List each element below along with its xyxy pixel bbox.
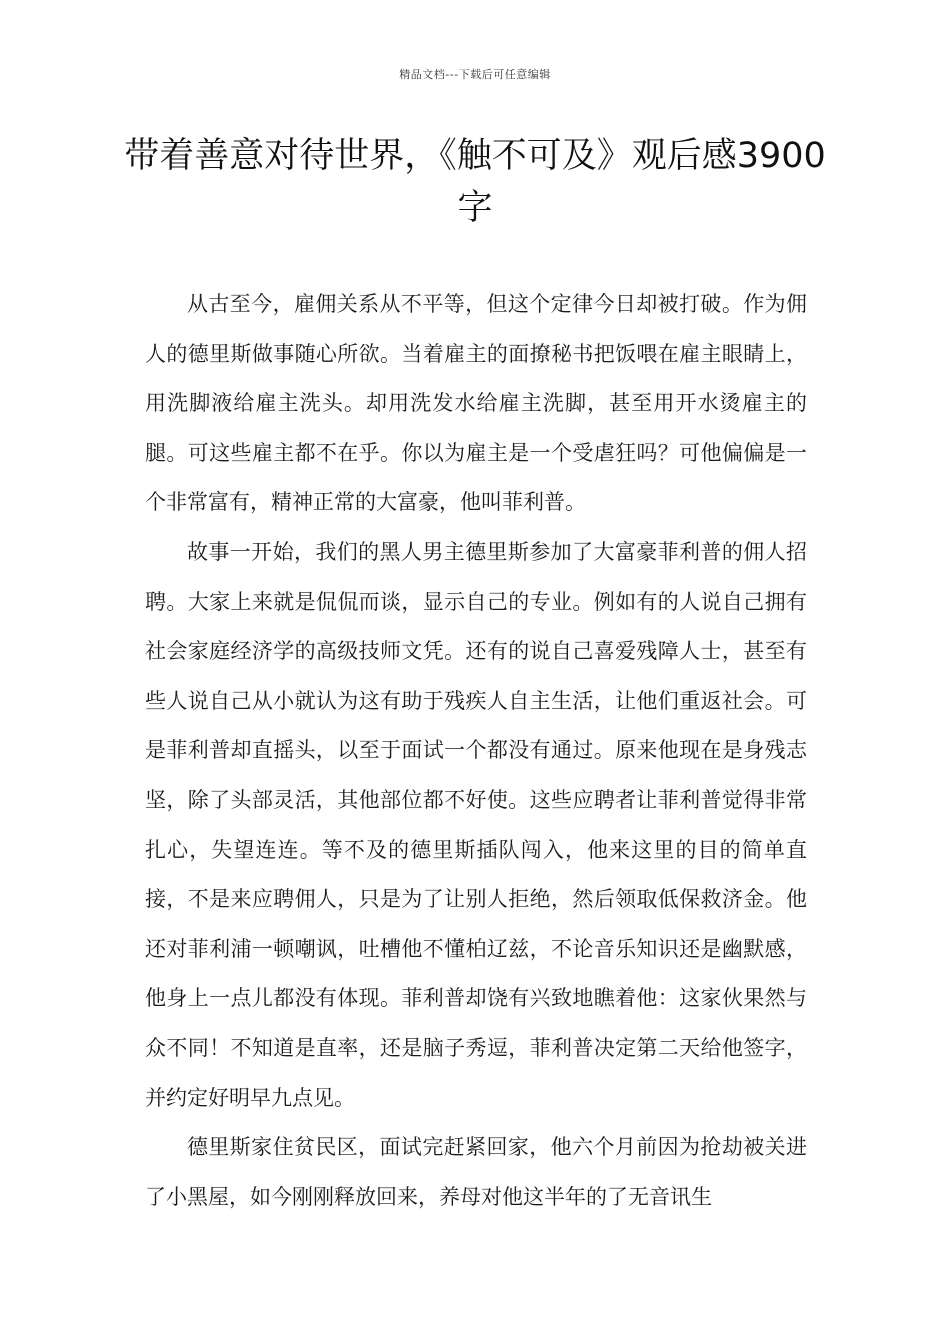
document-title: 带着善意对待世界，《触不可及》观后感3900字 <box>124 136 826 228</box>
paragraph: 从古至今，雇佣关系从不平等，但这个定律今日却被打破。作为佣人的德里斯做事随心所欲。当着雇主的面撩秘书把饭喂在雇主眼睛上，用洗脚液给雇主洗头。却用洗发水给雇主洗脚，甚至用开水烫雇主的腿。可这些雇主都不在乎。你以为雇主是一个受虐狂吗？可他偏偏是一个非常富有，精神正常的大富豪，他叫菲利普。 <box>145 292 807 515</box>
paragraph: 德里斯家住贫民区，面试完赶紧回家，他六个月前因为抢劫被关进了小黑屋，如今刚刚释放回来，养母对他这半年的了无音讯生 <box>145 1135 807 1209</box>
document-body <box>145 280 807 1222</box>
paragraph: 故事一开始，我们的黑人男主德里斯参加了大富豪菲利普的佣人招聘。大家上来就是侃侃而谈，显示自己的专业。例如有的人说自己拥有社会家庭经济学的高级技师文凭。还有的说自己喜爱残障人士，甚至有些人说自己从小就认为这有助于残疾人自主生活，让他们重返社会。可是菲利普却直摇头，以至于面试一个都没有通过。原来他现在是身残志坚，除了头部灵活，其他部位都不好使。这些应聘者让菲利普觉得非常扎心，失望连连。等不及的德里斯插队闯入，他来这里的目的简单直接，不是来应聘佣人，只是为了让别人拒绝，然后领取低保救济金。他还对菲利浦一顿嘲讽，吐槽他不懂柏辽兹，不论音乐知识还是幽默感，他身上一点儿都没有体现。菲利普却饶有兴致地瞧着他：这家伙果然与众不同！不知道是直率，还是脑子秀逗，菲利普决定第二天给他签字，并约定好明早九点见。 <box>145 539 807 1110</box>
header-note: 精品文档---下载后可任意编辑 <box>399 68 551 81</box>
